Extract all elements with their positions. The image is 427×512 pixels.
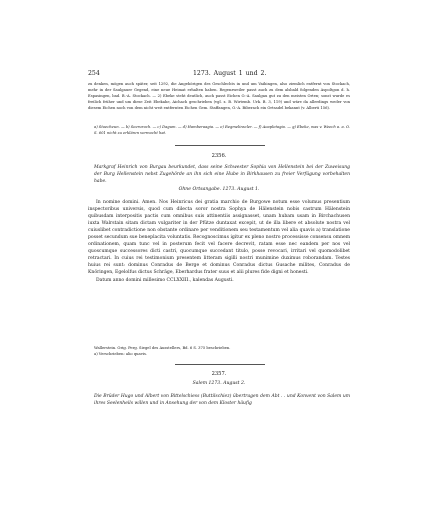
page-header bbox=[88, 69, 350, 79]
running-title: 1273. August 1 und 2. bbox=[193, 70, 267, 77]
top-footnote-text: zu denken, mögen auch später, seit 1292, die Angehörigen des Geschlechts in und um Vaihingen, also ziemlich entfernt von Stockach, mehr in der Saulgauer Gegend, eine neue Heimat erhalten haben. Regenzweiler passt auch zu dem alsbald folgenden Aspoltgon d. h. Espasingen, bad. B.-A. Stockach. — 2) Ebeke steht deutlich, auch passt Eichen O.-A. Saulgau gut zu den meisten Orten; sonst wurde es freilich früher und um diese Zeit Ebekahe, Aichach geschrieben (vgl. z. B. Wirtemb. Urk. B. 3, 119) und wäre da allerdings weder von diesem Eichen noch von dem nicht weit entfernten Eichen Gem. Staffangen, O.-A. Biberach ein Ortsadel bekannt (v. Alberti 156). bbox=[88, 82, 350, 110]
variants-note bbox=[88, 124, 350, 136]
regest-2357 bbox=[88, 393, 350, 407]
source-note-2356 bbox=[88, 345, 350, 357]
charter-dating: Datum anno domini millesimo CCLXXIII., kalendas Augusti. bbox=[96, 277, 234, 283]
page-number: 254 bbox=[88, 70, 100, 77]
section-divider bbox=[175, 145, 265, 146]
regest-2356-text: Markgraf Heinrich von Burgau beurkundet, dass seine Schwester Sophia von Hellenstein bei der Zuweisung der Burg Hellenstein nebst Zugehörde an ihn sich eine Hube in Birkhausen zu freier Verfügung vorbehalten habe. bbox=[94, 165, 350, 184]
place-date-2357: Salem 1273. August 2. bbox=[192, 381, 246, 386]
source-line: Wallerstein. Orig. Perg. Siegel des Ausstellers, Bd. 6 S. 375 beschrieben. bbox=[94, 346, 231, 350]
document-number-2357: 2357. bbox=[211, 371, 227, 377]
regest-2357-text: Die Brüder Hugo und Albert von Bittelschiess (Buttilschiez) übertragen dem Abt . . und Konvent von Salem um ihres Seelenheils willen und in Ansehung der von dem Kloster häufig bbox=[94, 394, 350, 406]
regest-2356 bbox=[88, 164, 350, 185]
section-divider-2 bbox=[175, 364, 265, 365]
top-footnote bbox=[88, 81, 350, 111]
charter-text-2356 bbox=[88, 199, 350, 284]
document-number-2356: 2356. bbox=[211, 153, 227, 159]
variants-line: a) Stoecheun. — b) Seeruroch. — c) Dagum. — d) Hamberaagia. — e) Regmelinscler. — f) Aoapletagia. — g) Ebeke, was v. Weech a. a. O. S. 601 nicht zu erklären vermocht hat. bbox=[94, 125, 350, 135]
charter-body: In nomine domini. Amen. Nos Heinricus dei gratia marchio de Burgowe notum esse volumus presentium inspectoribus universis, quod cum dilecta soror nostra Sophya de Hälenstein nobis castrum Hälenstein quibusdam interpositis pactis cum omnibus suis attinentiis assignasset, unam hubam usam in Birchachusen iuxta Walrstain sitam dictam vulgariter in der Pfütze duntaxat excepit, ut de illa libere et absolute nostra vel cuiuslibet contradictione non obstante ordinare per venditionem seu testamentum vel alia quavis a) translatione posset secundum sue beneplacita voluntatis. Recognoscimus igitur ex pleno nostro processisse consensu omnem ordinationem, quam tunc vel in posterum fecit vel facere decrevit, ratam esse nec eandem per nos vel quoscumque successores dicti castri, quocumque succedant titulo, posse revocari, irritari vel quomodolibet retractari. In cuius rei testimonium presentem litteram sigilli nostri munimine duximus roborandam. Testes huius rei sunt: dominus Conradus de Berge et dominus Conradus dictus Gusache milites, Conradus de Knöringen, Egelolfus dictus Schräge, Eberhardus frater suus et alii plures fide digni et honesti. bbox=[88, 200, 350, 276]
place-date-2356: Ohne Ortsangabe. 1273. August 1. bbox=[178, 187, 260, 192]
footnote-line: a) Verschrieben: alio quavis. bbox=[94, 352, 148, 356]
